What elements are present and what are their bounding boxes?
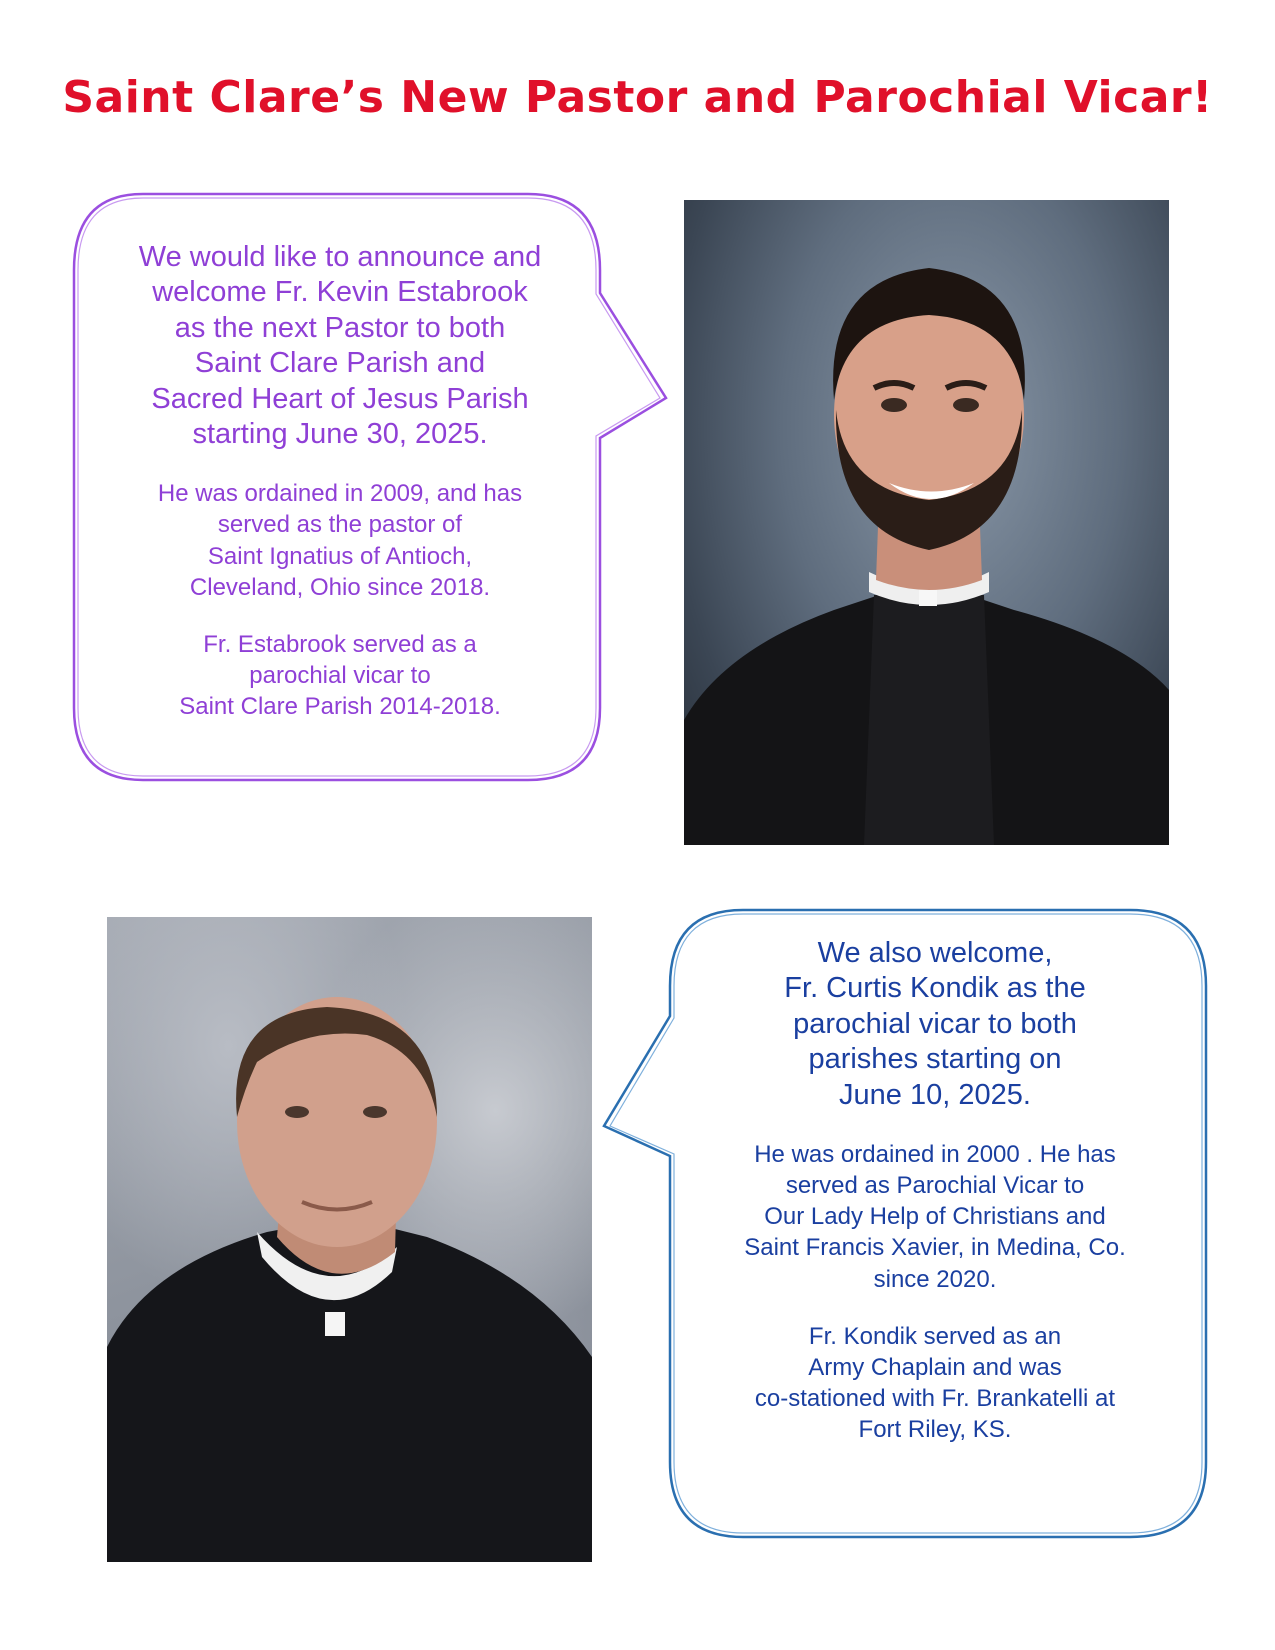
vicar-ordination: He was ordained in 2000 . He has served as Parochial Vicar to Our Lady Help of Christians and Saint Francis Xavier, in Medina, Co. since 2020. xyxy=(744,1140,1126,1293)
pastor-portrait-photo xyxy=(684,200,1169,845)
vicar-portrait-photo xyxy=(107,917,592,1562)
pastor-bubble-text xyxy=(95,240,585,723)
vicar-bubble-text xyxy=(690,936,1180,1446)
pastor-ordination: He was ordained in 2009, and has served as the pastor of Saint Ignatius of Antioch, Cleveland, Ohio since 2018. xyxy=(157,480,523,601)
vicar-announcement: We also welcome, Fr. Curtis Kondik as the parochial vicar to both parishes starting on June 10, 2025. xyxy=(784,937,1086,1111)
page-title: Saint Clare’s New Pastor and Parochial Vicar! xyxy=(62,72,1213,123)
vicar-history: Fr. Kondik served as an Army Chaplain and was co-stationed with Fr. Brankatelli at Fort Riley, KS. xyxy=(754,1322,1116,1444)
pastor-announcement: We would like to announce and welcome Fr. Kevin Estabrook as the next Pastor to both Saint Clare Parish and Sacred Heart of Jesus Parish starting June 30, 2025. xyxy=(138,241,542,450)
pastor-history: Fr. Estabrook served as a parochial vicar to Saint Clare Parish 2014-2018. xyxy=(179,631,501,721)
